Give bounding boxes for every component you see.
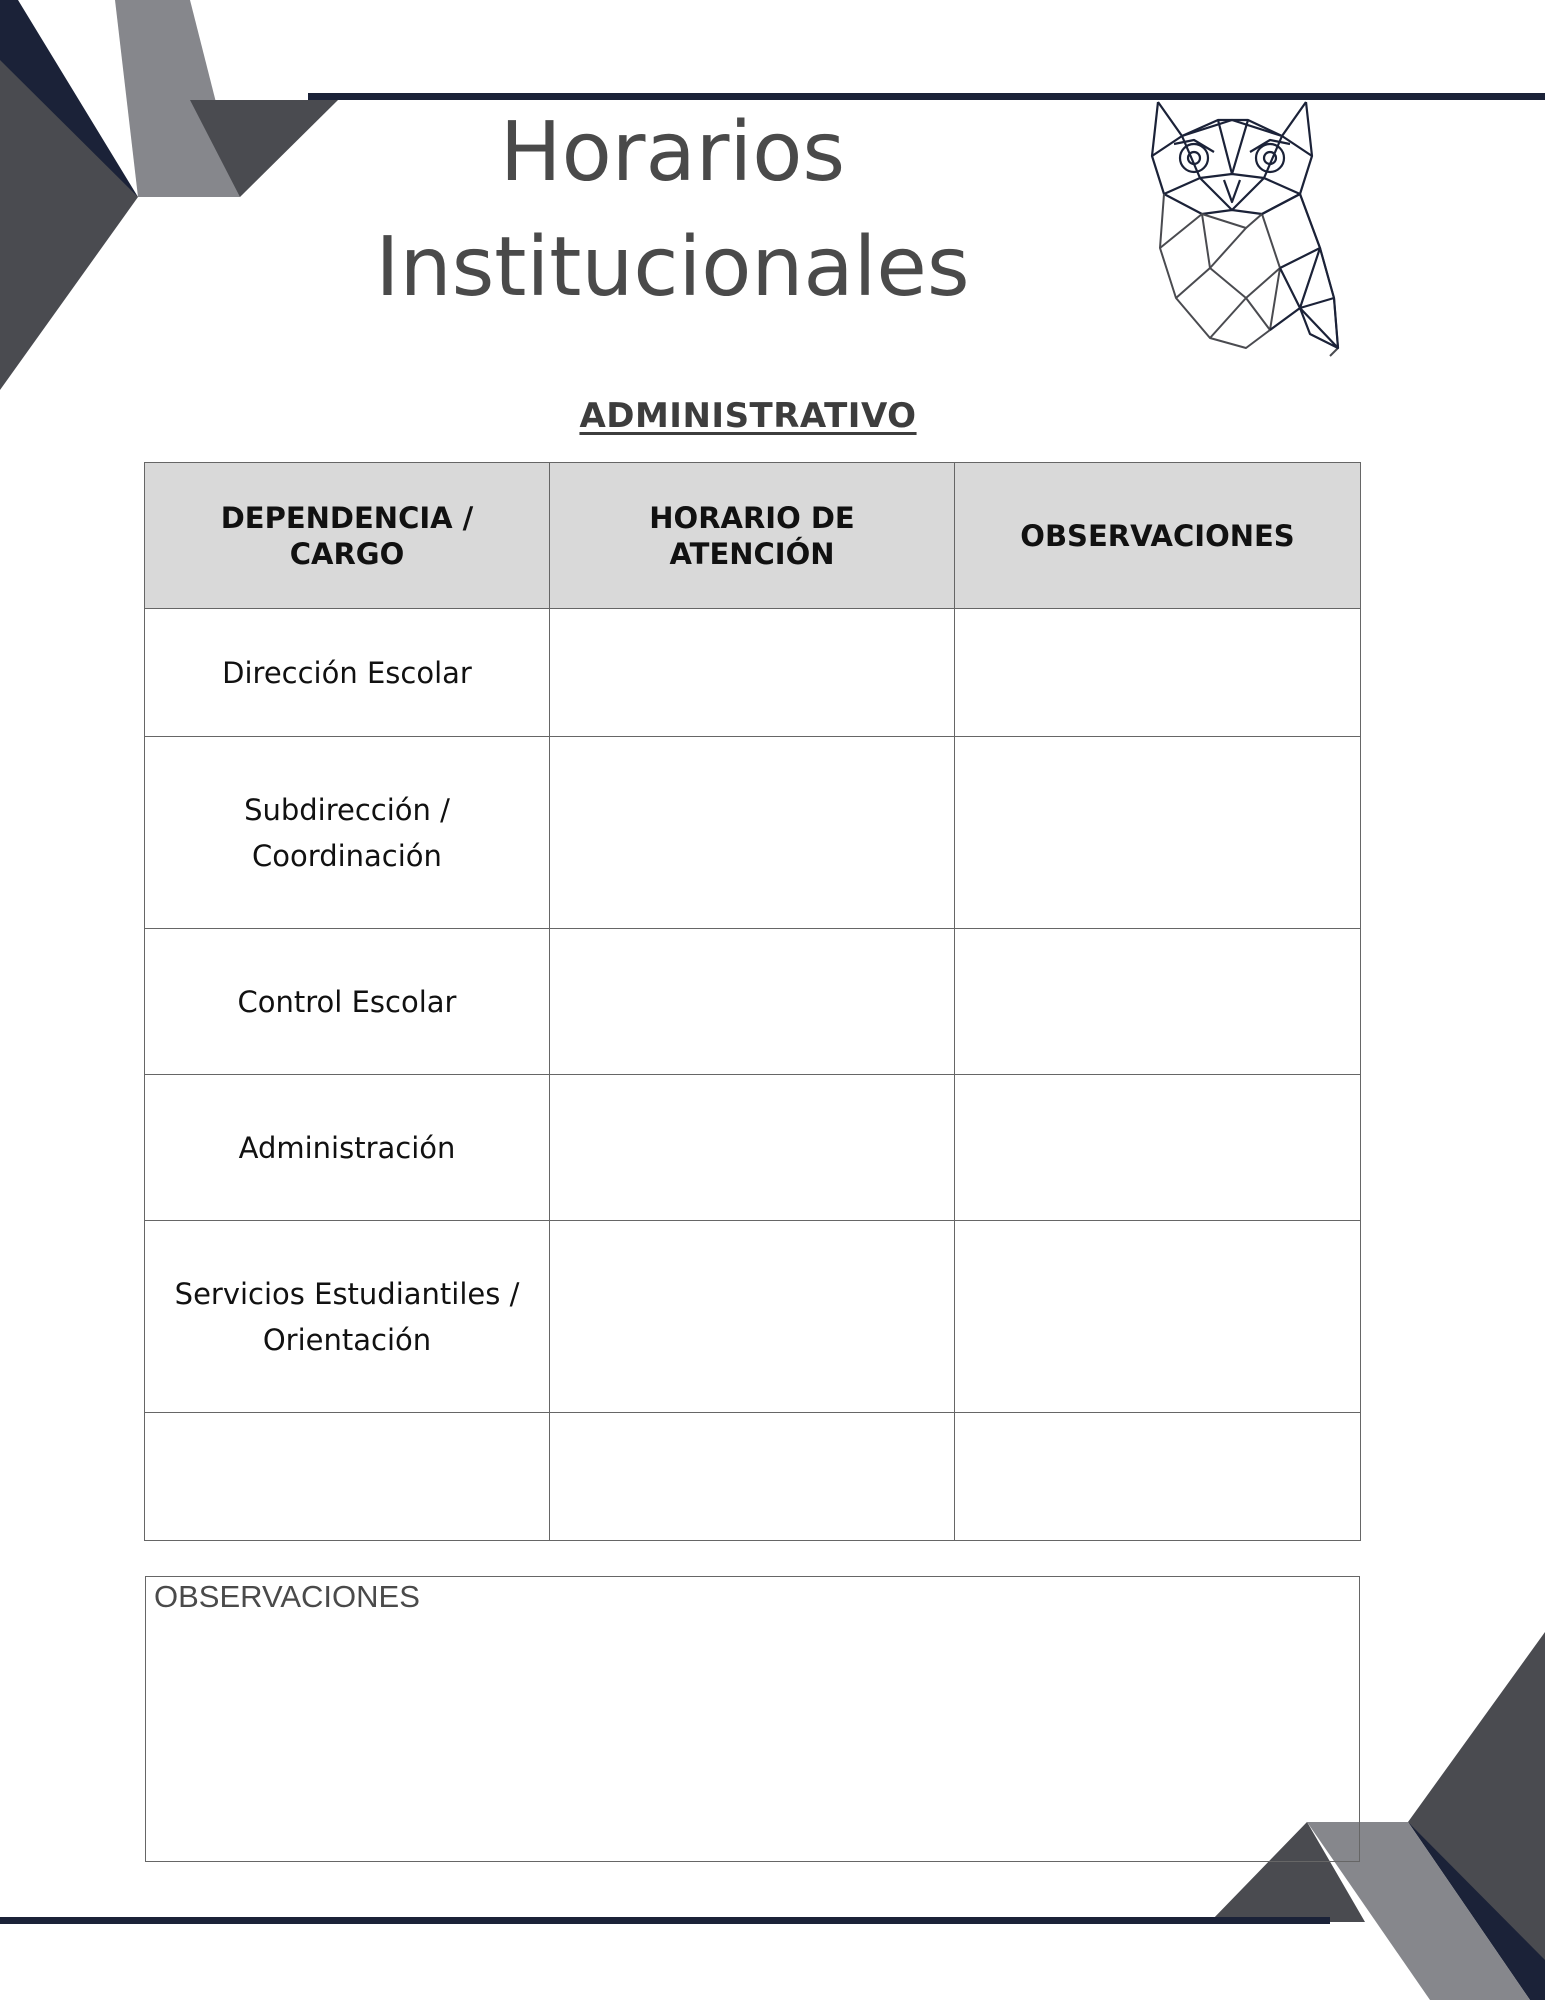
horario-cell[interactable] [550,929,955,1075]
header-observaciones: OBSERVACIONES [955,463,1361,609]
table-row [145,1075,1361,1221]
dependencia-cell: Control Escolar [145,929,550,1075]
table-row [145,1221,1361,1413]
horario-cell[interactable] [550,1221,955,1413]
observations-box[interactable] [145,1576,1360,1862]
table-row [145,609,1361,737]
horario-cell[interactable] [550,609,955,737]
observaciones-cell[interactable] [955,1075,1361,1221]
observaciones-cell[interactable] [955,737,1361,929]
page-title-line-2: Institucionales [375,220,970,315]
table-row [145,1413,1361,1541]
schedule-table [144,462,1361,1541]
dependencia-cell: Administración [145,1075,550,1221]
observaciones-cell[interactable] [955,609,1361,737]
observaciones-cell[interactable] [955,1413,1361,1541]
dependencia-cell: Subdirección / Coordinación [145,737,550,929]
dependencia-cell[interactable] [145,1413,550,1541]
horario-cell[interactable] [550,737,955,929]
top-left-gray-band [115,0,240,197]
table-row [145,929,1361,1075]
observations-label: OBSERVACIONES [154,1579,420,1614]
header-horario: HORARIO DE ATENCIÓN [550,463,955,609]
observaciones-cell[interactable] [955,929,1361,1075]
geometric-owl-icon [1150,98,1350,358]
horario-cell[interactable] [550,1075,955,1221]
table-header-row [145,463,1361,609]
dependencia-cell: Servicios Estudiantiles / Orientación [145,1221,550,1413]
header-dependencia: DEPENDENCIA / CARGO [145,463,550,609]
observaciones-cell[interactable] [955,1221,1361,1413]
section-title: ADMINISTRATIVO [579,396,917,436]
dependencia-cell: Dirección Escolar [145,609,550,737]
table-row [145,737,1361,929]
horario-cell[interactable] [550,1413,955,1541]
bottom-rule [0,1917,1330,1924]
page-title-line-1: Horarios [499,105,846,200]
